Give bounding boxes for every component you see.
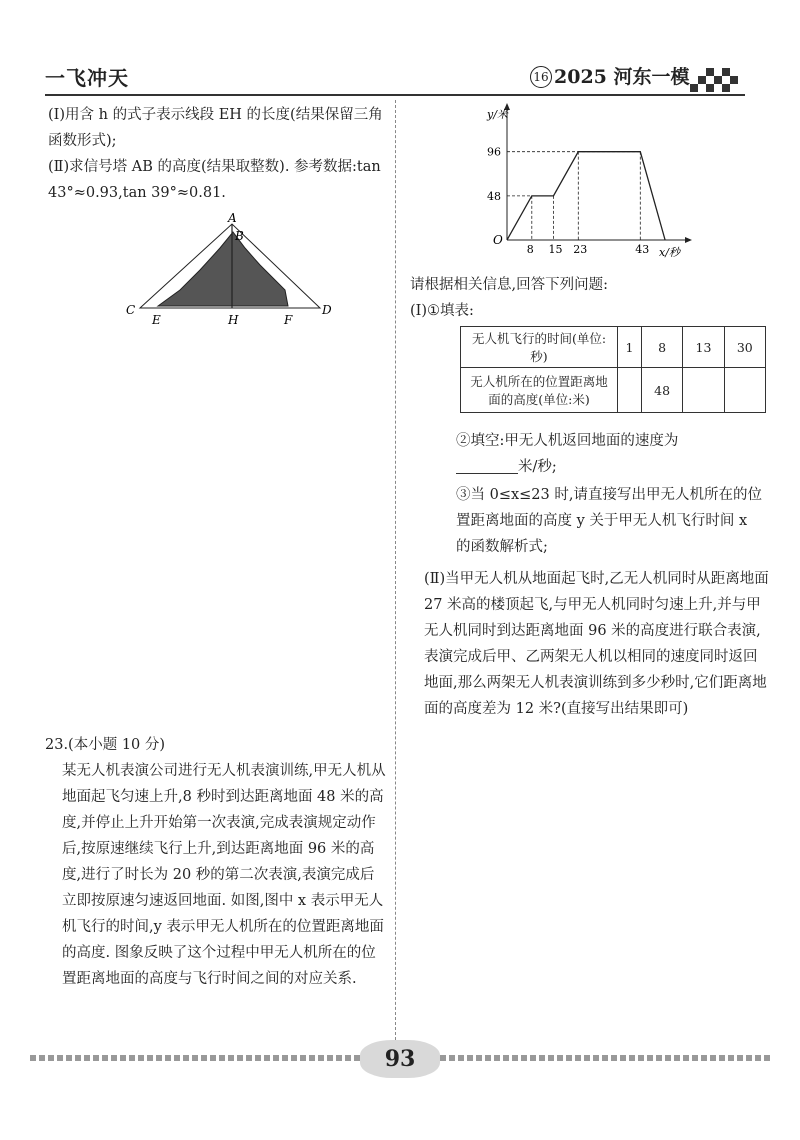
q23-part1-label: (Ⅰ)①填表: [410, 303, 474, 319]
time-cell: 8 [641, 327, 682, 368]
x-tick-label: 43 [635, 243, 650, 256]
series-line [507, 152, 665, 240]
q23-part2: (Ⅱ)当甲无人机从地面起飞时,乙无人机同时从距离地面 27 米高的楼顶起飞,与甲无人机同时匀速上升,并与甲无人机同时到达距离地面 96 米的高度进行联合表演,表演完成后甲、乙两架无人机以相同的速度同时返回地面,那么两架无人机表演训练到多少秒时,它们距离地面的高度差为 12 米?(直接写出结果即可) [424, 571, 769, 717]
label-D: D [322, 303, 332, 317]
time-cell: 1 [618, 327, 642, 368]
q22-part1: (Ⅰ)用含 h 的式子表示线段 EH 的长度(结果保留三角函数形式); [48, 107, 383, 149]
answer-blank [456, 457, 518, 474]
table-row2-header: 无人机所在的位置距离地面的高度(单位:米) [461, 368, 618, 413]
brand-logo: 一飞冲天 [45, 66, 129, 90]
table-row1-header: 无人机飞行的时间(单位:秒) [461, 327, 618, 368]
flight-height-chart [465, 100, 695, 265]
time-cell: 30 [724, 327, 765, 368]
label-B: B [235, 229, 244, 243]
circle-number: 16 [530, 66, 552, 88]
height-cell [724, 368, 765, 413]
tower-mountain-figure [120, 210, 340, 330]
exam-title: 2025 河东一模 [554, 66, 690, 88]
height-cell [683, 368, 724, 413]
y-tick-label: 48 [487, 189, 501, 203]
label-C: C [126, 303, 136, 317]
label-E: E [152, 313, 161, 327]
q23-item3: ③当 0≤x≤23 时,请直接写出甲无人机所在的位置距离地面的高度 y 关于甲无人机飞行时间 x 的函数解析式; [456, 487, 762, 555]
q23-body: 某无人机表演公司进行无人机表演训练,甲无人机从地面起飞匀速上升,8 秒时到达距离地面 48 米的高度,并停止上升开始第一次表演,完成表演规定动作后,按原速继续飞行上升,到达距离地面 96 米的高度,进行了时长为 20 秒的第二次表演,表演完成后立即按原速匀速返回地面. 如图,图中 x 表示甲无人机飞行的时间,y 表示甲无人机所在的位置距离地面的高度. 图象反映了这个过程中甲无人机所在的位置距离地面的高度与飞行时间之间的对应关系. [62, 763, 386, 987]
page-header-title [530, 62, 690, 89]
q22-part2: (Ⅱ)求信号塔 AB 的高度(结果取整数). 参考数据:tan 43°≈0.93,tan 39°≈0.81. [48, 159, 381, 201]
y-axis-label: y/米 [487, 108, 508, 121]
label-H: H [228, 313, 239, 327]
x-tick-label: 15 [548, 243, 563, 256]
page-number: 93 [360, 1040, 440, 1078]
q23-fill2 [456, 428, 766, 480]
x-tick-label: 8 [526, 243, 534, 256]
height-cell: 48 [641, 368, 682, 413]
fill2-unit: 米/秒; [518, 459, 557, 475]
q23-intro: 请根据相关信息,回答下列问题: [410, 277, 608, 293]
column-divider [395, 100, 396, 1040]
x-axis-arrow-icon [685, 237, 692, 243]
fill2-text: ②填空:甲无人机返回地面的速度为 [456, 433, 679, 449]
x-axis-label: x/秒 [659, 246, 680, 259]
height-cell [618, 368, 642, 413]
origin-label: O [493, 233, 503, 247]
checker-decoration-icon [690, 66, 744, 96]
time-cell: 13 [683, 327, 724, 368]
fill-table [460, 326, 766, 413]
y-tick-label: 96 [487, 145, 501, 159]
label-A: A [228, 211, 237, 225]
x-tick-label: 23 [573, 243, 588, 256]
q23-heading: 23.(本小题 10 分) [45, 737, 166, 753]
label-F: F [284, 313, 293, 327]
header-rule [45, 94, 745, 96]
